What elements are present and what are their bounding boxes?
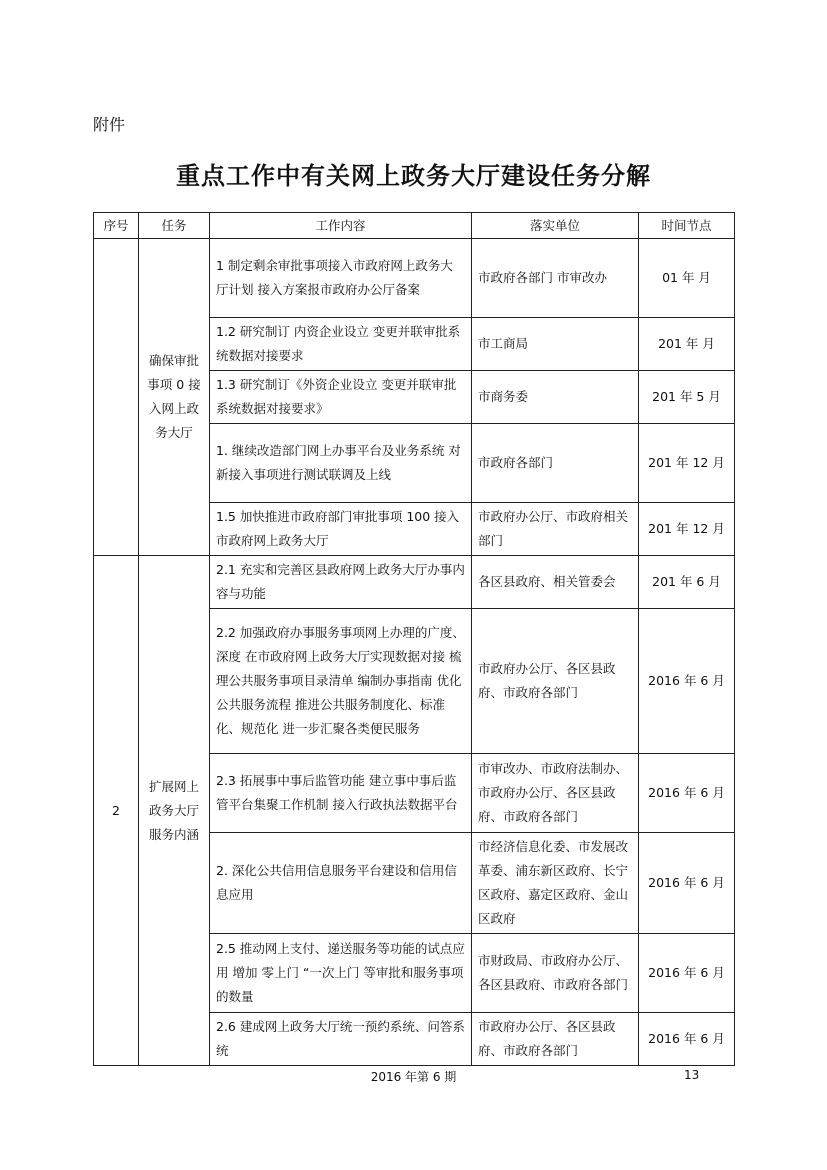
task-table — [93, 212, 735, 1066]
row-unit: 市政府办公厅、各区县政府、市政府各部门 — [472, 1013, 639, 1066]
row-time: 201 年 5 月 — [639, 371, 735, 424]
page-title: 重点工作中有关网上政务大厅建设任务分解 — [176, 162, 651, 190]
row-content: 1.3 研究制订《外资企业设立 变更并联审批系统数据对接要求》 — [210, 371, 472, 424]
row-unit: 市审改办、市政府法制办、市政府办公厅、各区县政府、市政府各部门 — [472, 754, 639, 833]
group-seq — [94, 239, 139, 556]
group-task: 确保审批事项 0 接入网上政务大厅 — [139, 239, 210, 556]
row-time: 201 年 12 月 — [639, 424, 735, 503]
row-content: 2.2 加强政府办事服务事项网上办理的广度、深度 在市政府网上政务大厅实现数据对接 梳理公共服务事项目录清单 编制办事指南 优化公共服务流程 推进公共服务制度化、标准化、规范化 进一步汇聚各类便民服务 — [210, 609, 472, 754]
row-content: 1. 继续改造部门网上办事平台及业务系统 对新接入事项进行测试联调及上线 — [210, 424, 472, 503]
row-content: 1 制定剩余审批事项接入市政府网上政务大厅计划 接入方案报市政府办公厅备案 — [210, 239, 472, 318]
header-task: 任务 — [139, 213, 210, 239]
row-time: 01 年 月 — [639, 239, 735, 318]
row-content: 2.6 建成网上政务大厅统一预约系统、问答系统 — [210, 1013, 472, 1066]
footer-issue: 2016 年第 6 期 — [370, 1070, 457, 1084]
header-unit: 落实单位 — [472, 213, 639, 239]
group-task: 扩展网上政务大厅服务内涵 — [139, 556, 210, 1066]
row-unit: 市政府各部门 市审改办 — [472, 239, 639, 318]
row-time: 2016 年 6 月 — [639, 609, 735, 754]
row-time: 201 年 12 月 — [639, 503, 735, 556]
row-content: 1.5 加快推进市政府部门审批事项 100 接入市政府网上政务大厅 — [210, 503, 472, 556]
row-time: 2016 年 6 月 — [639, 754, 735, 833]
table-row — [94, 556, 735, 609]
page-number: 13 — [684, 1068, 700, 1082]
header-content: 工作内容 — [210, 213, 472, 239]
row-content: 2.1 充实和完善区县政府网上政务大厅办事内容与功能 — [210, 556, 472, 609]
header-seq: 序号 — [94, 213, 139, 239]
row-time: 201 年 6 月 — [639, 556, 735, 609]
row-time: 2016 年 6 月 — [639, 1013, 735, 1066]
row-unit: 市工商局 — [472, 318, 639, 371]
row-time: 2016 年 6 月 — [639, 833, 735, 934]
row-unit: 市财政局、市政府办公厅、各区县政府、市政府各部门 — [472, 934, 639, 1013]
row-content: 2. 深化公共信用信息服务平台建设和信用信息应用 — [210, 833, 472, 934]
row-time: 201 年 月 — [639, 318, 735, 371]
row-unit: 市经济信息化委、市发展改革委、浦东新区政府、长宁区政府、嘉定区政府、金山区政府 — [472, 833, 639, 934]
row-unit: 市政府办公厅、各区县政府、市政府各部门 — [472, 609, 639, 754]
table-header-row — [94, 213, 735, 239]
row-content: 2.3 拓展事中事后监管功能 建立事中事后监管平台集聚工作机制 接入行政执法数据平台 — [210, 754, 472, 833]
row-unit: 市政府办公厅、市政府相关部门 — [472, 503, 639, 556]
row-content: 2.5 推动网上支付、递送服务等功能的试点应用 增加 零上门 “一次上门 等审批和服务事项的数量 — [210, 934, 472, 1013]
group-seq: 2 — [94, 556, 139, 1066]
row-unit: 市商务委 — [472, 371, 639, 424]
row-unit: 各区县政府、相关管委会 — [472, 556, 639, 609]
row-content: 1.2 研究制订 内资企业设立 变更并联审批系统数据对接要求 — [210, 318, 472, 371]
row-time: 2016 年 6 月 — [639, 934, 735, 1013]
row-unit: 市政府各部门 — [472, 424, 639, 503]
table-row — [94, 239, 735, 318]
header-time: 时间节点 — [639, 213, 735, 239]
attachment-label: 附件 — [93, 115, 126, 134]
